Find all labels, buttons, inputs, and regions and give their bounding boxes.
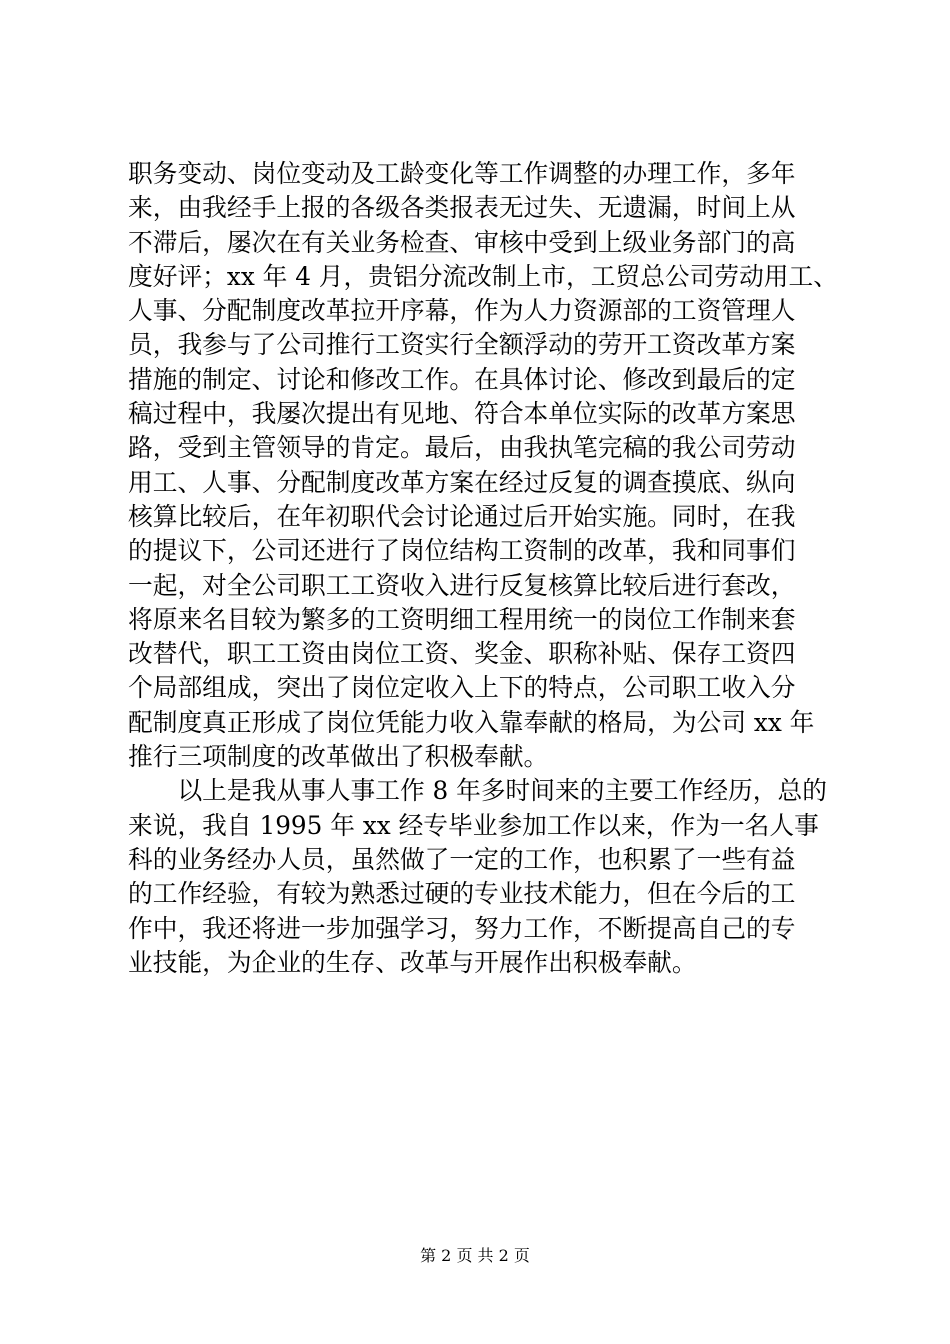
text-line: 将原来名目较为繁多的工资明细工程用统一的岗位工作制来套 — [128, 604, 796, 634]
text-line: 作中，我还将进一步加强学习，努力工作，不断提高自己的专 — [128, 913, 796, 943]
text-line: 业技能，为企业的生存、改革与开展作出积极奉献。 — [128, 947, 697, 977]
document-body — [128, 157, 848, 980]
text-line: 核算比较后，在年初职代会讨论通过后开始实施。同时，在我 — [128, 501, 796, 531]
text-line: 稿过程中，我屡次提出有见地、符合本单位实际的改革方案思 — [128, 399, 796, 429]
text-line: 个局部组成，突出了岗位定收入上下的特点，公司职工收入分 — [128, 673, 796, 703]
text-line: 的提议下，公司还进行了岗位结构工资制的改革，我和同事们 — [128, 536, 796, 566]
text-line: 配制度真正形成了岗位凭能力收入靠奉献的格局，为公司 xx 年 — [128, 707, 815, 737]
text-line: 人事、分配制度改革拉开序幕，作为人力资源部的工资管理人 — [128, 296, 796, 326]
text-line: 改替代，职工工资由岗位工资、奖金、职称补贴、保存工资四 — [128, 639, 796, 669]
text-line: 不滞后，屡次在有关业务检查、审核中受到上级业务部门的高 — [128, 227, 796, 257]
text-line: 职务变动、岗位变动及工龄变化等工作调整的办理工作，多年 — [128, 159, 796, 188]
text-line: 路，受到主管领导的肯定。最后，由我执笔完稿的我公司劳动 — [128, 433, 796, 463]
text-line: 用工、人事、分配制度改革方案在经过反复的调查摸底、纵向 — [128, 467, 796, 497]
text-line: 以上是我从事人事工作 8 年多时间来的主要工作经历，总的 — [128, 776, 827, 806]
text-line: 度好评；xx 年 4 月，贵铝分流改制上市，工贸总公司劳动用工、 — [128, 261, 838, 291]
text-line: 来，由我经手上报的各级各类报表无过失、无遗漏，时间上从 — [128, 193, 796, 223]
text-line: 一起，对全公司职工工资收入进行反复核算比较后进行套改， — [128, 570, 796, 600]
text-line: 推行三项制度的改革做出了积极奉献。 — [128, 742, 549, 772]
text-line: 措施的制定、讨论和修改工作。在具体讨论、修改到最后的定 — [128, 364, 796, 394]
text-line: 科的业务经办人员，虽然做了一定的工作，也积累了一些有益 — [128, 844, 796, 874]
text-line: 来说，我自 1995 年 xx 经专毕业参加工作以来，作为一名人事 — [128, 810, 819, 840]
text-line: 员，我参与了公司推行工资实行全额浮动的劳开工资改革方案 — [128, 330, 796, 360]
text-line: 的工作经验，有较为熟悉过硬的专业技术能力，但在今后的工 — [128, 879, 796, 909]
page-number-footer: 第 2 页 共 2 页 — [420, 1246, 530, 1265]
